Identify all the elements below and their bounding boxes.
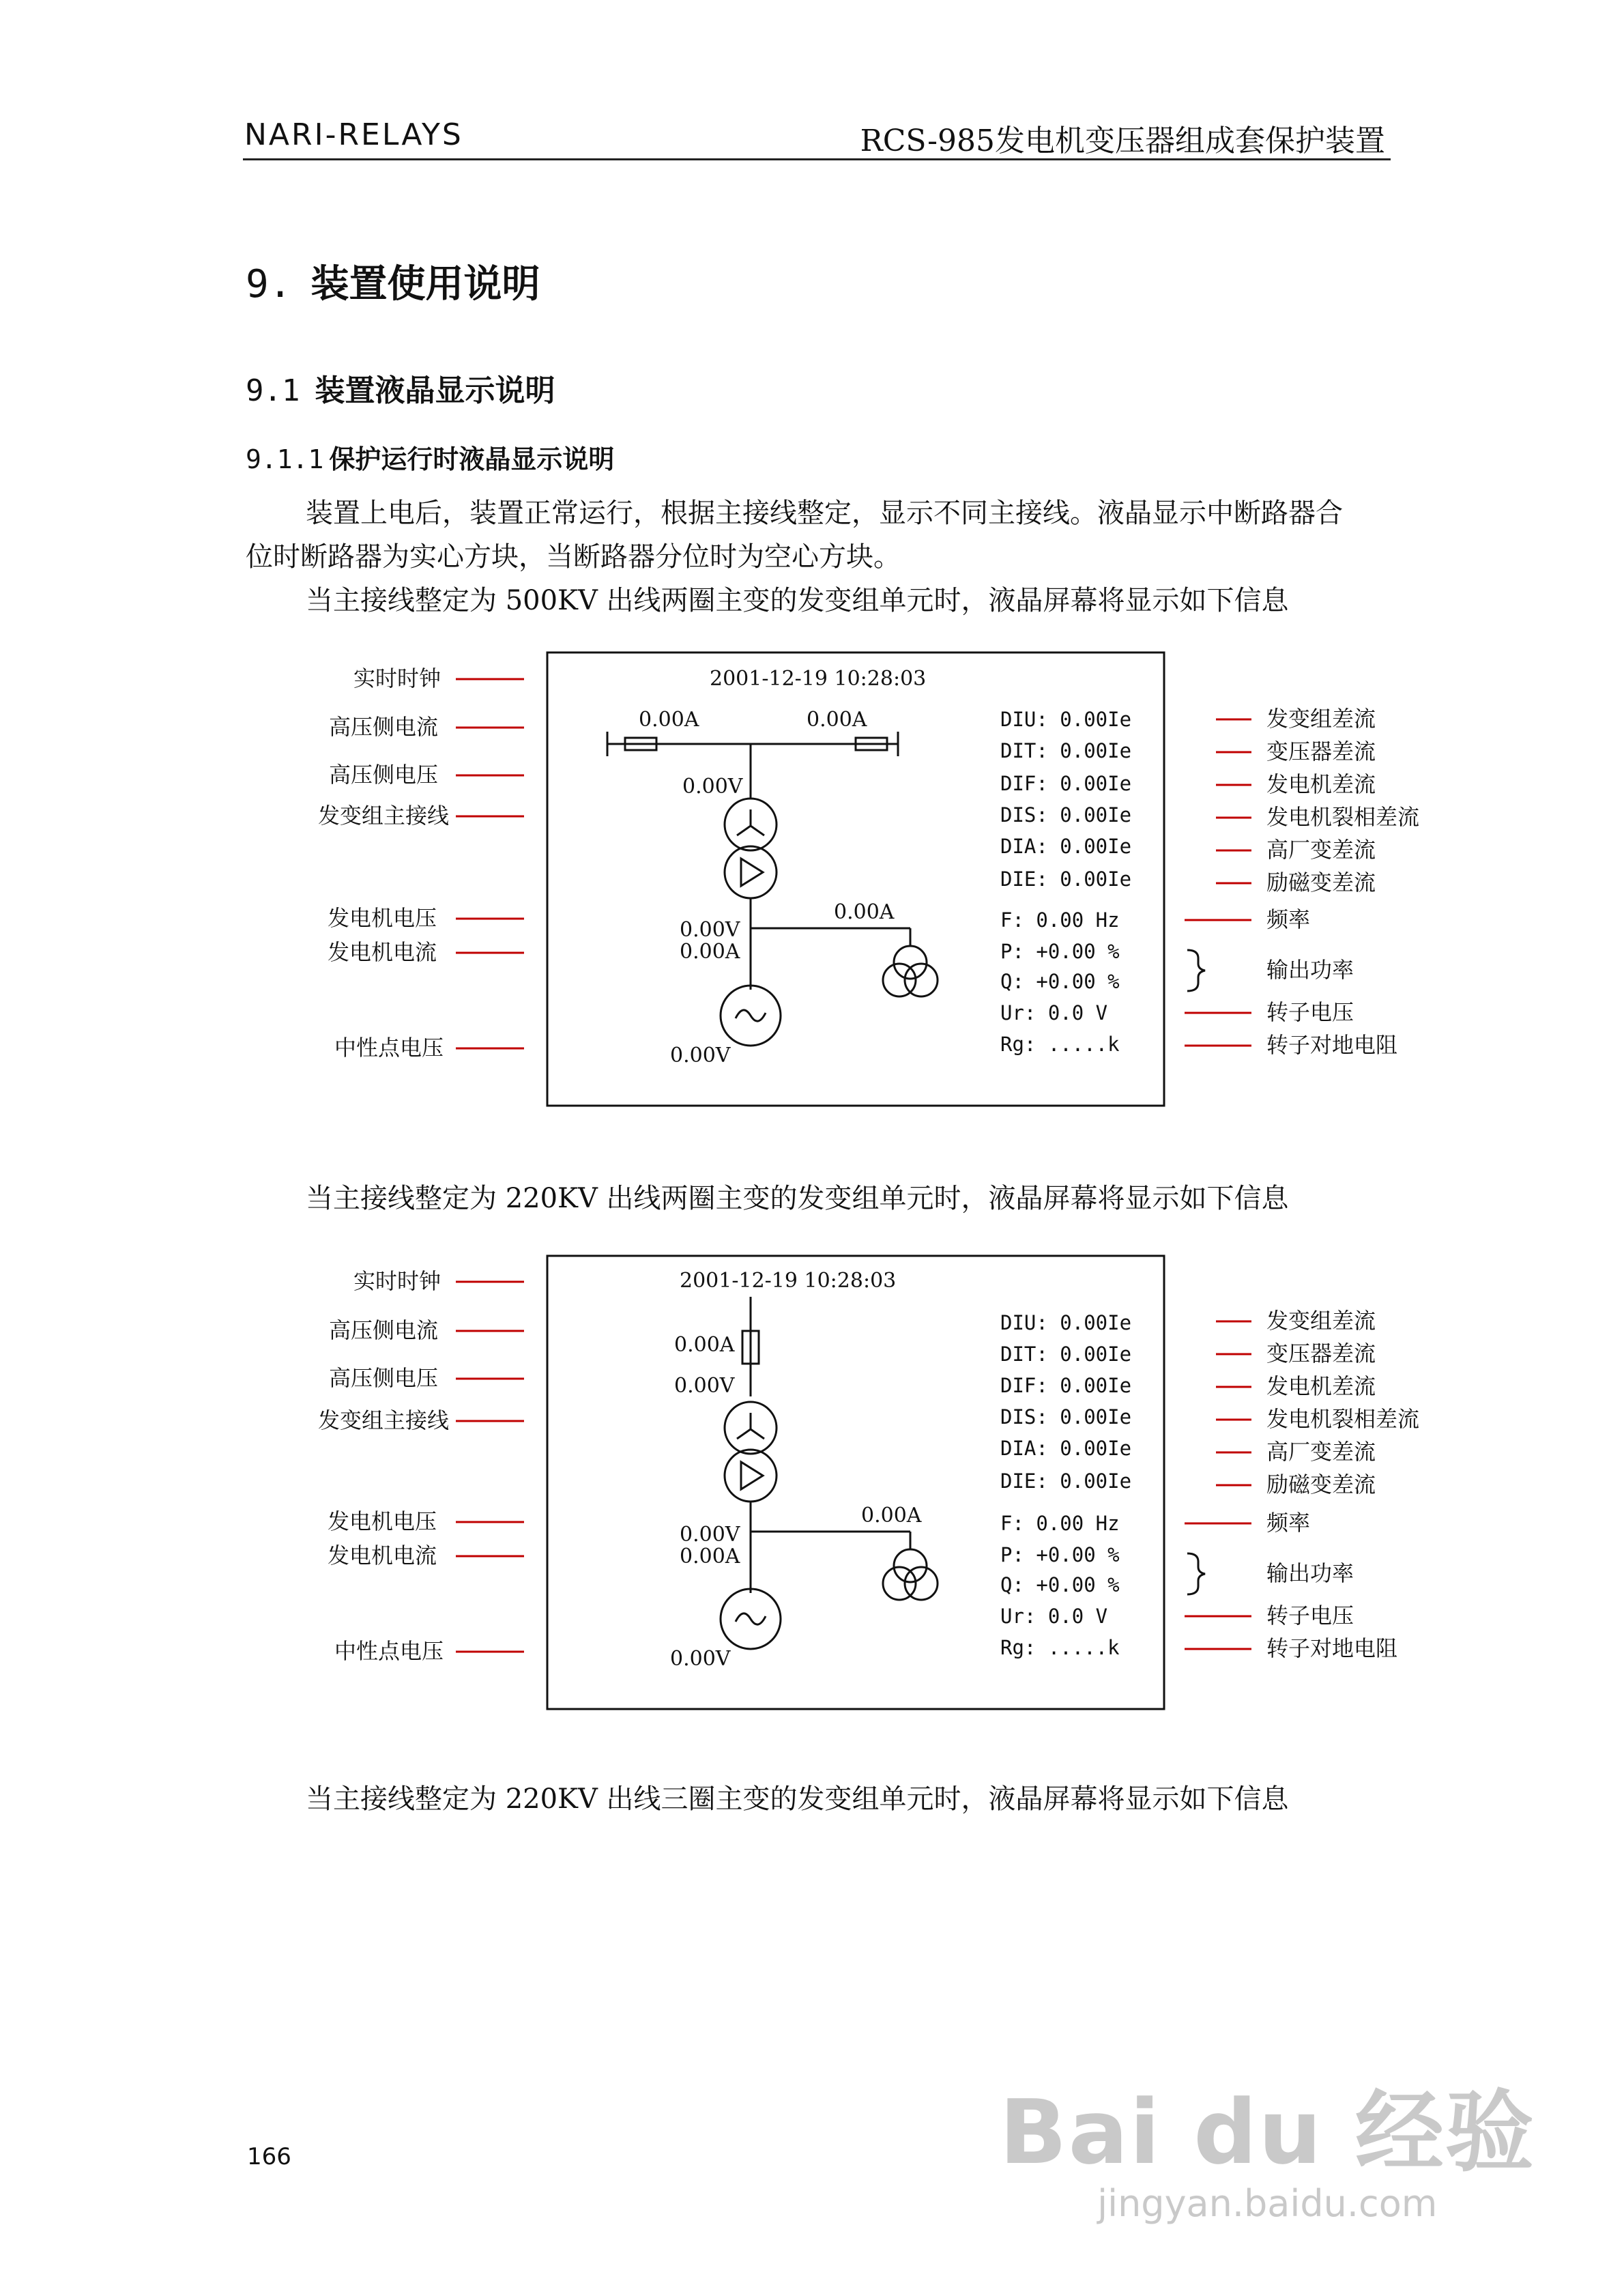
lcd-reading-rg: Rg: .....k	[1000, 1636, 1120, 1659]
paragraph-220kv-three-winding: 当主接线整定为 220KV 出线三圈主变的发变组单元时，液晶屏幕将显示如下信息	[306, 1783, 1289, 1815]
label-gen-current: 发电机电流	[328, 1542, 437, 1568]
label-dit: 变压器差流	[1266, 1340, 1376, 1366]
brace-power	[1187, 950, 1205, 991]
lcd-reading-dis: DIS: 0.00Ie	[1000, 803, 1132, 827]
lcd-reading-dif: DIF: 0.00Ie	[1000, 1374, 1132, 1397]
label-dis: 发电机裂相差流	[1266, 1406, 1420, 1432]
brace-power	[1187, 1553, 1205, 1594]
lcd-reading-dia: DIA: 0.00Ie	[1000, 1437, 1132, 1460]
lcd-reading-dia: DIA: 0.00Ie	[1000, 835, 1132, 858]
subsubsection-title: 保护运行时液晶显示说明	[329, 444, 615, 474]
lcd-transformer-delta	[725, 846, 777, 898]
label-dia: 高厂变差流	[1266, 1439, 1376, 1465]
lcd-gen-voltage: 0.00V	[680, 918, 740, 942]
label-gen-voltage: 发电机电压	[328, 905, 437, 931]
lcd-datetime: 2001-12-19 10:28:03	[680, 1269, 897, 1293]
label-rotor-r: 转子对地电阻	[1266, 1032, 1398, 1058]
lcd-gen-current: 0.00A	[680, 1545, 740, 1568]
lcd-current-b: 0.00A	[807, 708, 867, 732]
paragraph-intro-line1: 装置上电后，装置正常运行，根据主接线整定，显示不同主接线。液晶显示中断路器合	[306, 498, 1343, 529]
lcd-gen-current: 0.00A	[680, 940, 740, 964]
lcd-hv-voltage: 0.00V	[674, 1374, 735, 1398]
label-clock: 实时时钟	[353, 1268, 441, 1294]
watermark	[1000, 2061, 1536, 2225]
label-hv-current: 高压侧电流	[329, 714, 439, 740]
lcd-reading-rg: Rg: .....k	[1000, 1033, 1120, 1056]
label-hv-voltage: 高压侧电压	[329, 762, 439, 788]
label-dit: 变压器差流	[1266, 738, 1376, 764]
subsection-title: 装置液晶显示说明	[315, 373, 555, 408]
lcd-reading-die: DIE: 0.00Ie	[1000, 867, 1132, 891]
lcd-reading-f: F: 0.00 Hz	[1000, 908, 1120, 932]
label-die: 励磁变差流	[1266, 1472, 1376, 1497]
watermark-logo: Bai du 经验	[999, 2080, 1535, 2184]
label-gen-voltage: 发电机电压	[328, 1508, 437, 1534]
lcd-reading-p: P: +0.00 %	[1000, 940, 1120, 963]
lcd-hv-voltage: 0.00V	[682, 775, 743, 799]
header-product: RCS-985发电机变压器组成套保护装置	[860, 124, 1385, 158]
paragraph-220kv-two-winding: 当主接线整定为 220KV 出线两圈主变的发变组单元时，液晶屏幕将显示如下信息	[306, 1183, 1289, 1214]
watermark-url: jingyan.baidu.com	[1097, 2182, 1438, 2225]
lcd-gen-voltage: 0.00V	[680, 1523, 740, 1547]
lcd-reading-dis: DIS: 0.00Ie	[1000, 1405, 1132, 1429]
lcd-reading-die: DIE: 0.00Ie	[1000, 1469, 1132, 1493]
subsection-number: 9.1	[246, 373, 300, 408]
label-dif: 发电机差流	[1266, 771, 1376, 797]
label-freq: 频率	[1266, 906, 1311, 932]
lcd-current-a: 0.00A	[674, 1333, 735, 1357]
label-main-wiring: 发变组主接线	[318, 1407, 450, 1433]
lcd-reading-f: F: 0.00 Hz	[1000, 1512, 1120, 1535]
label-main-wiring: 发变组主接线	[318, 803, 450, 829]
label-dis: 发电机裂相差流	[1266, 804, 1420, 830]
label-hv-current: 高压侧电流	[329, 1317, 439, 1343]
lcd-datetime: 2001-12-19 10:28:03	[710, 667, 927, 691]
label-freq: 频率	[1266, 1510, 1311, 1536]
label-power: 输出功率	[1266, 957, 1354, 983]
lcd-reading-q: Q: +0.00 %	[1000, 970, 1120, 993]
lcd-aux-current: 0.00A	[861, 1504, 922, 1527]
lcd-neutral-voltage: 0.00V	[670, 1647, 731, 1671]
label-neutral-voltage: 中性点电压	[334, 1638, 444, 1664]
label-clock: 实时时钟	[353, 665, 441, 691]
lcd-diagram-220kv	[318, 1256, 1419, 1709]
lcd-aux-current: 0.00A	[834, 900, 895, 924]
subsubsection-number: 9.1.1	[246, 444, 324, 474]
label-rotor-r: 转子对地电阻	[1266, 1635, 1398, 1661]
label-gen-current: 发电机电流	[328, 939, 437, 965]
label-power: 输出功率	[1266, 1560, 1354, 1586]
lcd-transformer-delta	[725, 1450, 777, 1502]
lcd-reading-dit: DIT: 0.00Ie	[1000, 1343, 1132, 1366]
lcd-aux-transformer	[894, 1549, 927, 1582]
lcd-reading-diu: DIU: 0.00Ie	[1000, 708, 1132, 731]
label-dif: 发电机差流	[1266, 1373, 1376, 1399]
lcd-reading-diu: DIU: 0.00Ie	[1000, 1311, 1132, 1334]
lcd-neutral-voltage: 0.00V	[670, 1044, 731, 1067]
paragraph-intro-line2: 位时断路器为实心方块，当断路器分位时为空心方块。	[246, 541, 901, 573]
paragraph-500kv: 当主接线整定为 500KV 出线两圈主变的发变组单元时，液晶屏幕将显示如下信息	[306, 585, 1289, 616]
lcd-diagram-500kv	[318, 652, 1419, 1106]
page-number: 166	[247, 2143, 291, 2170]
lcd-reading-q: Q: +0.00 %	[1000, 1573, 1120, 1596]
label-neutral-voltage: 中性点电压	[334, 1035, 444, 1061]
lcd-reading-dif: DIF: 0.00Ie	[1000, 772, 1132, 795]
label-diu: 发变组差流	[1266, 1308, 1376, 1334]
label-rotor-v: 转子电压	[1266, 999, 1354, 1025]
lcd-reading-ur: Ur: 0.0 V	[1000, 1001, 1108, 1024]
label-hv-voltage: 高压侧电压	[329, 1365, 439, 1391]
label-die: 励磁变差流	[1266, 870, 1376, 895]
lcd-current-a: 0.00A	[639, 708, 699, 732]
section-number: 9.	[246, 262, 292, 306]
section-title: 装置使用说明	[310, 262, 540, 306]
label-dia: 高厂变差流	[1266, 837, 1376, 863]
lcd-reading-p: P: +0.00 %	[1000, 1543, 1120, 1566]
label-rotor-v: 转子电压	[1266, 1603, 1354, 1628]
lcd-aux-transformer	[894, 946, 927, 979]
lcd-reading-ur: Ur: 0.0 V	[1000, 1605, 1108, 1628]
lcd-reading-dit: DIT: 0.00Ie	[1000, 739, 1132, 762]
label-diu: 发变组差流	[1266, 706, 1376, 732]
header-company: NARI-RELAYS	[244, 117, 463, 152]
